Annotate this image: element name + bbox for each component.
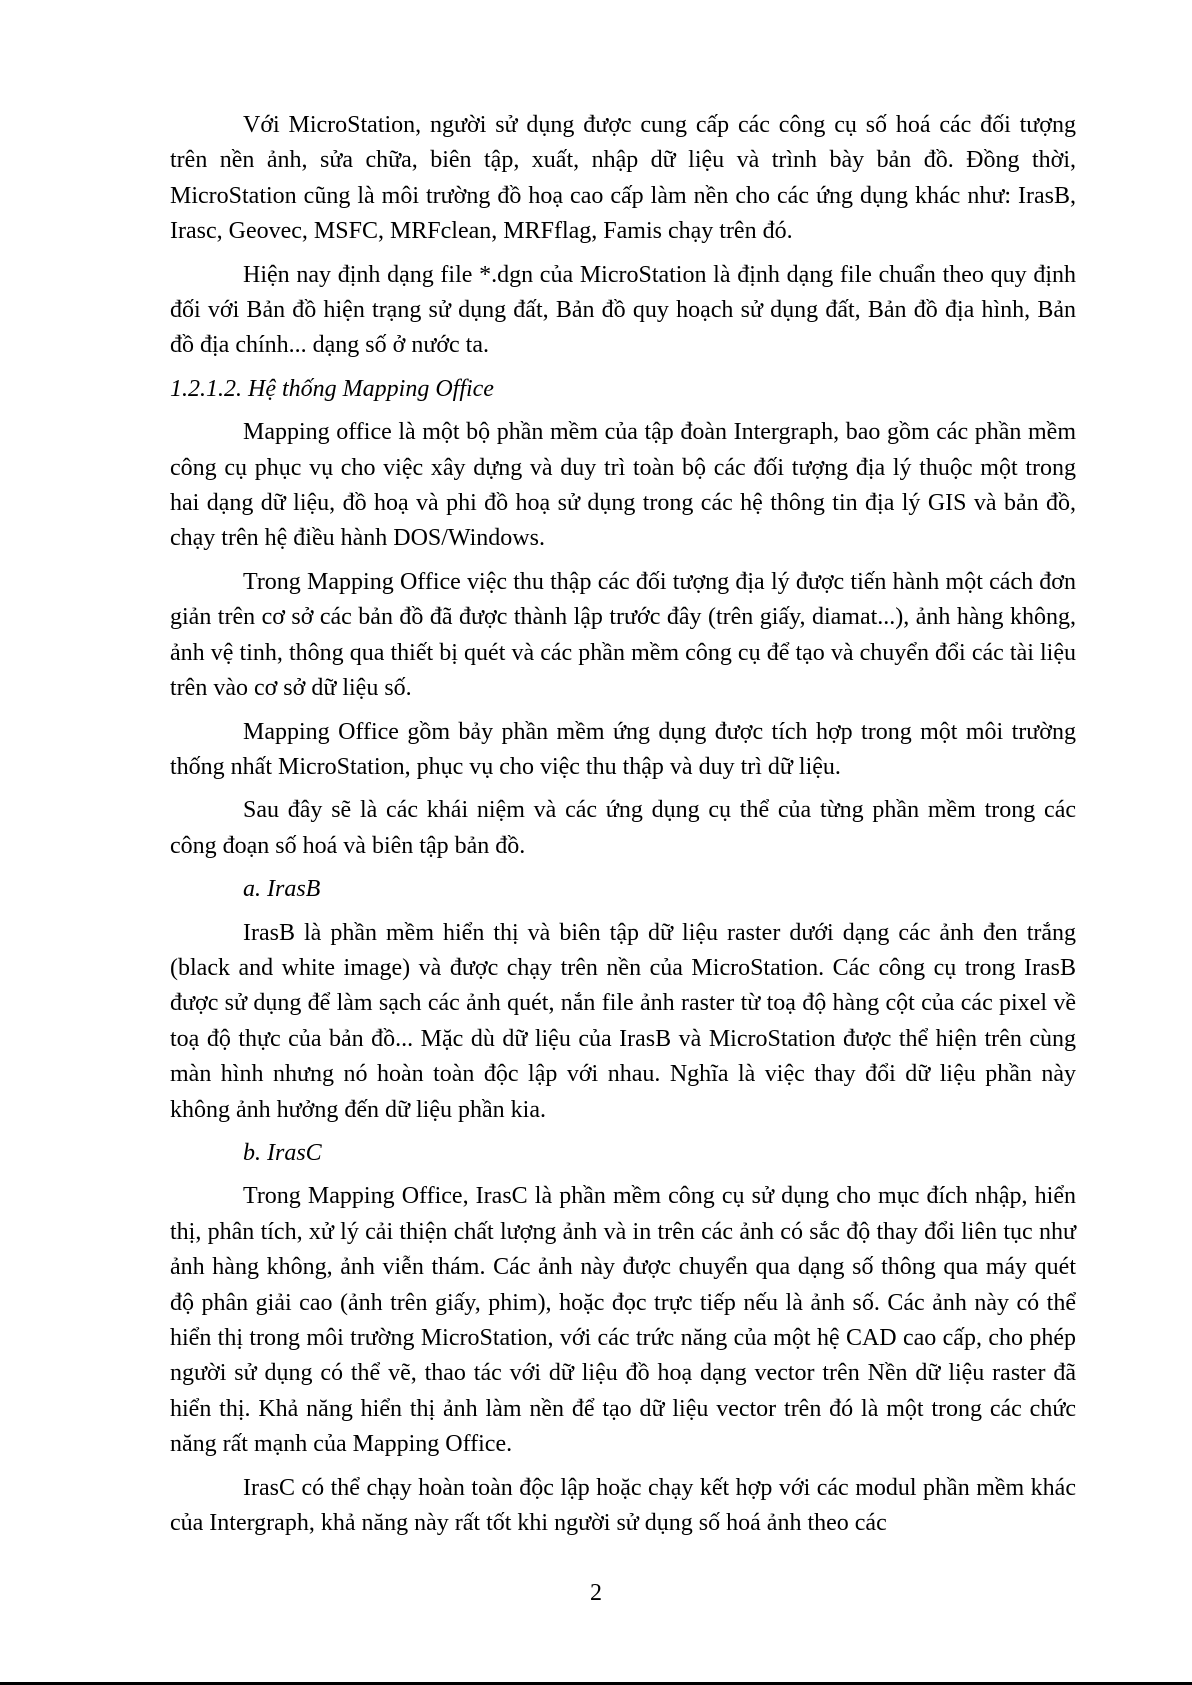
- page-number: 2: [590, 1580, 602, 1606]
- paragraph-irasb: IrasB là phần mềm hiển thị và biên tập dữ liệu raster dưới dạng các ảnh đen trắng (black and white image) và được chạy trên nền của MicroStation. Các công cụ trong IrasB được sử dụng để làm sạch các ảnh quét, nắn file ảnh raster từ toạ độ hàng cột của các pixel về toạ độ thực của bản đồ... Mặc dù dữ liệu của IrasB và MicroStation được thể hiện trên cùng màn hình nhưng nó hoàn toàn độc lập với nhau. Nghĩa là việc thay đổi dữ liệu phần này không ảnh hưởng đến dữ liệu phần kia.: [170, 919, 1076, 1123]
- paragraph-irasc-description: Trong Mapping Office, IrasC là phần mềm công cụ sử dụng cho mục đích nhập, hiển thị, phân tích, xử lý cải thiện chất lượng ảnh và in trên các ảnh có sắc độ thay đổi liên tục như ảnh hàng không, ảnh viễn thám. Các ảnh này được chuyển qua dạng số thông qua máy quét độ phân giải cao (ảnh trên giấy, phim), hoặc đọc trực tiếp nếu là ảnh số. Các ảnh này có thể hiển thị trong môi trường MicroStation, với các trức năng của một hệ CAD cao cấp, cho phép người sử dụng có thể vẽ, thao tác với dữ liệu đồ hoạ dạng vector trên Nền dữ liệu raster đã hiển thị. Khả năng hiển thị ảnh làm nền để tạo dữ liệu vector trên đó là một trong các chức năng rất mạnh của Mapping Office.: [170, 1183, 1076, 1458]
- paragraph-mapping-office-intro: Mapping office là một bộ phần mềm của tập đoàn Intergraph, bao gồm các phần mềm công cụ phục vụ cho việc xây dựng và duy trì toàn bộ các đối tượng địa lý thuộc một trong hai dạng dữ liệu, đồ hoạ và phi đồ hoạ sử dụng trong các hệ thông tin địa lý GIS và bản đồ, chạy trên hệ điều hành DOS/Windows.: [170, 419, 1076, 552]
- paragraph-dgn-format: Hiện nay định dạng file *.dgn của MicroStation là định dạng file chuẩn theo quy định đối với Bản đồ hiện trạng sử dụng đất, Bản đồ quy hoạch sử dụng đất, Bản đồ địa hình, Bản đồ địa chính... dạng số ở nước ta.: [170, 261, 1076, 359]
- subheading-irasc: b. IrasC: [243, 1139, 322, 1166]
- subheading-irasb: a. IrasB: [243, 876, 321, 903]
- paragraph-seven-apps: Mapping Office gồm bảy phần mềm ứng dụng được tích hợp trong một môi trường thống nhất MicroStation, phục vụ cho việc thu thập và duy trì dữ liệu.: [170, 718, 1076, 780]
- paragraph-following-concepts: Sau đây sẽ là các khái niệm và các ứng dụng cụ thể của từng phần mềm trong các công đoạn số hoá và biên tập bản đồ.: [170, 797, 1076, 859]
- section-heading: 1.2.1.2. Hệ thống Mapping Office: [170, 375, 494, 402]
- paragraph-data-collection: Trong Mapping Office việc thu thập các đối tượng địa lý được tiến hành một cách đơn giản trên cơ sở các bản đồ đã được thành lập trước đây (trên giấy, diamat...), ảnh hàng không, ảnh vệ tinh, thông qua thiết bị quét và các phần mềm công cụ để tạo và chuyển đổi các tài liệu trên vào cơ sở dữ liệu số.: [170, 568, 1076, 702]
- document-body: [170, 108, 1076, 1549]
- paragraph-microstation-tools: Với MicroStation, người sử dụng được cung cấp các công cụ số hoá các đối tượng trên nền ảnh, sửa chữa, biên tập, xuất, nhập dữ liệu và trình bày bản đồ. Đồng thời, MicroStation cũng là môi trường đồ hoạ cao cấp làm nền cho các ứng dụng khác như: IrasB, Irasc, Geovec, MSFC, MRFclean, MRFflag, Famis chạy trên đó.: [170, 112, 1076, 245]
- paragraph-irasc-standalone: IrasC có thể chạy hoàn toàn độc lập hoặc chạy kết hợp với các modul phần mềm khác của Intergraph, khả năng này rất tốt khi người sử dụng số hoá ảnh theo các: [170, 1474, 1076, 1537]
